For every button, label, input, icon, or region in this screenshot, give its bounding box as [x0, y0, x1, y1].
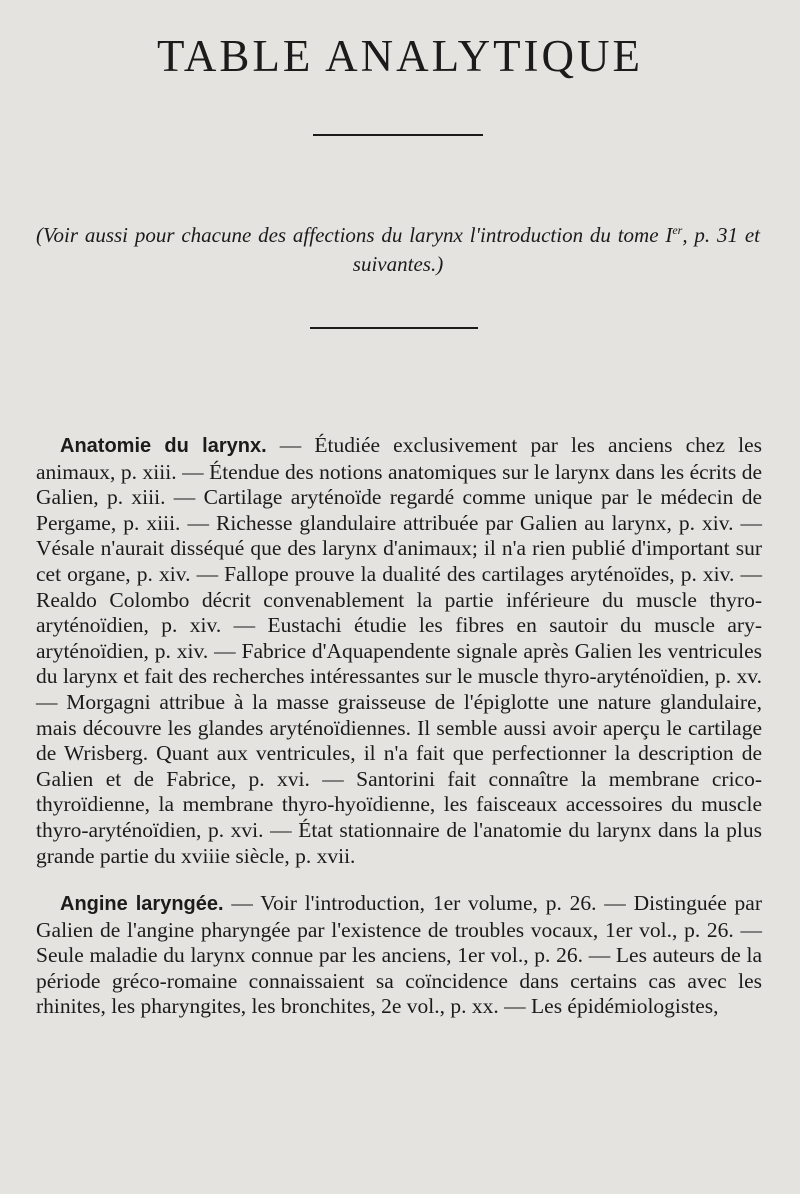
note-part-1: (Voir aussi pour chacune des affections du larynx l'introduction du tome I [36, 223, 673, 247]
entry-text: — Étudiée exclusivement par les anciens chez les animaux, p. xiii. — Étendue des notions anatomiques sur le larynx dans les écrits de Galien, p. xiii. — Cartilage aryténoïde regardé comme unique par le médecin de Pergame, p. xiii. — Richesse glandulaire attribuée par Galien au larynx, p. xiv. — Vésale n'aurait disséqué que des larynx d'animaux; il n'a rien publié d'important sur cet organe, p. xiv. — Fallope prouve la dualité des cartilages aryténoïdes, p. xiv. — Realdo Colombo décrit convenablement la partie inférieure du muscle thyro-aryténoïdien, p. xiv. — Eustachi étudie les fibres en sautoir du muscle ary-aryténoïdien, p. xiv. — Fabrice d'Aquapendente signale après Galien les ventricules du larynx et fait des recherches intéressantes sur le muscle thyro-aryténoïdien, p. xv. — Morgagni attribue à la masse graisseuse de l'épiglotte une nature glandulaire, mais découvre les glandes aryténoïdiennes. Il semble aussi avoir aperçu le cartilage de Wrisberg. Quant aux ventricules, il n'a fait que perfectionner la description de Galien et de Fabrice, p. xvi. — Santorini fait connaître la membrane crico-thyroïdienne, la membrane thyro-hyoïdienne, les faisceaux accessoires du muscle thyro-aryténoïdien, p. xvi. — État stationnaire de l'anatomie du larynx dans la plus grande partie du xviiie siècle, p. xvii. [36, 433, 762, 868]
entry-text: — Voir l'introduction, 1er volume, p. 26. — Distinguée par Galien de l'angine pharyngée par l'existence de troubles vocaux, 1er vol., p. 26. — Seule maladie du larynx connue par les anciens, 1er vol., p. 26. — Les auteurs de la période gréco-romaine connaissaient sa coïncidence dans certains cas avec les rhinites, les pharyngites, les bronchites, 2e vol., p. xx. — Les épidémiologistes, [36, 891, 762, 1019]
note-part-2: , p. 31 et suivantes.) [352, 223, 760, 276]
index-entry [36, 433, 762, 869]
page-title: TABLE ANALYTIQUE [156, 31, 644, 81]
note-superscript: er [672, 223, 683, 237]
index-entry [36, 891, 762, 1020]
entry-heading: Angine laryngée. [60, 893, 224, 916]
reference-note [36, 216, 760, 279]
title-divider [313, 134, 483, 136]
index-entries [36, 433, 762, 1042]
entry-heading: Anatomie du larynx. [60, 435, 267, 457]
note-divider [310, 327, 478, 329]
